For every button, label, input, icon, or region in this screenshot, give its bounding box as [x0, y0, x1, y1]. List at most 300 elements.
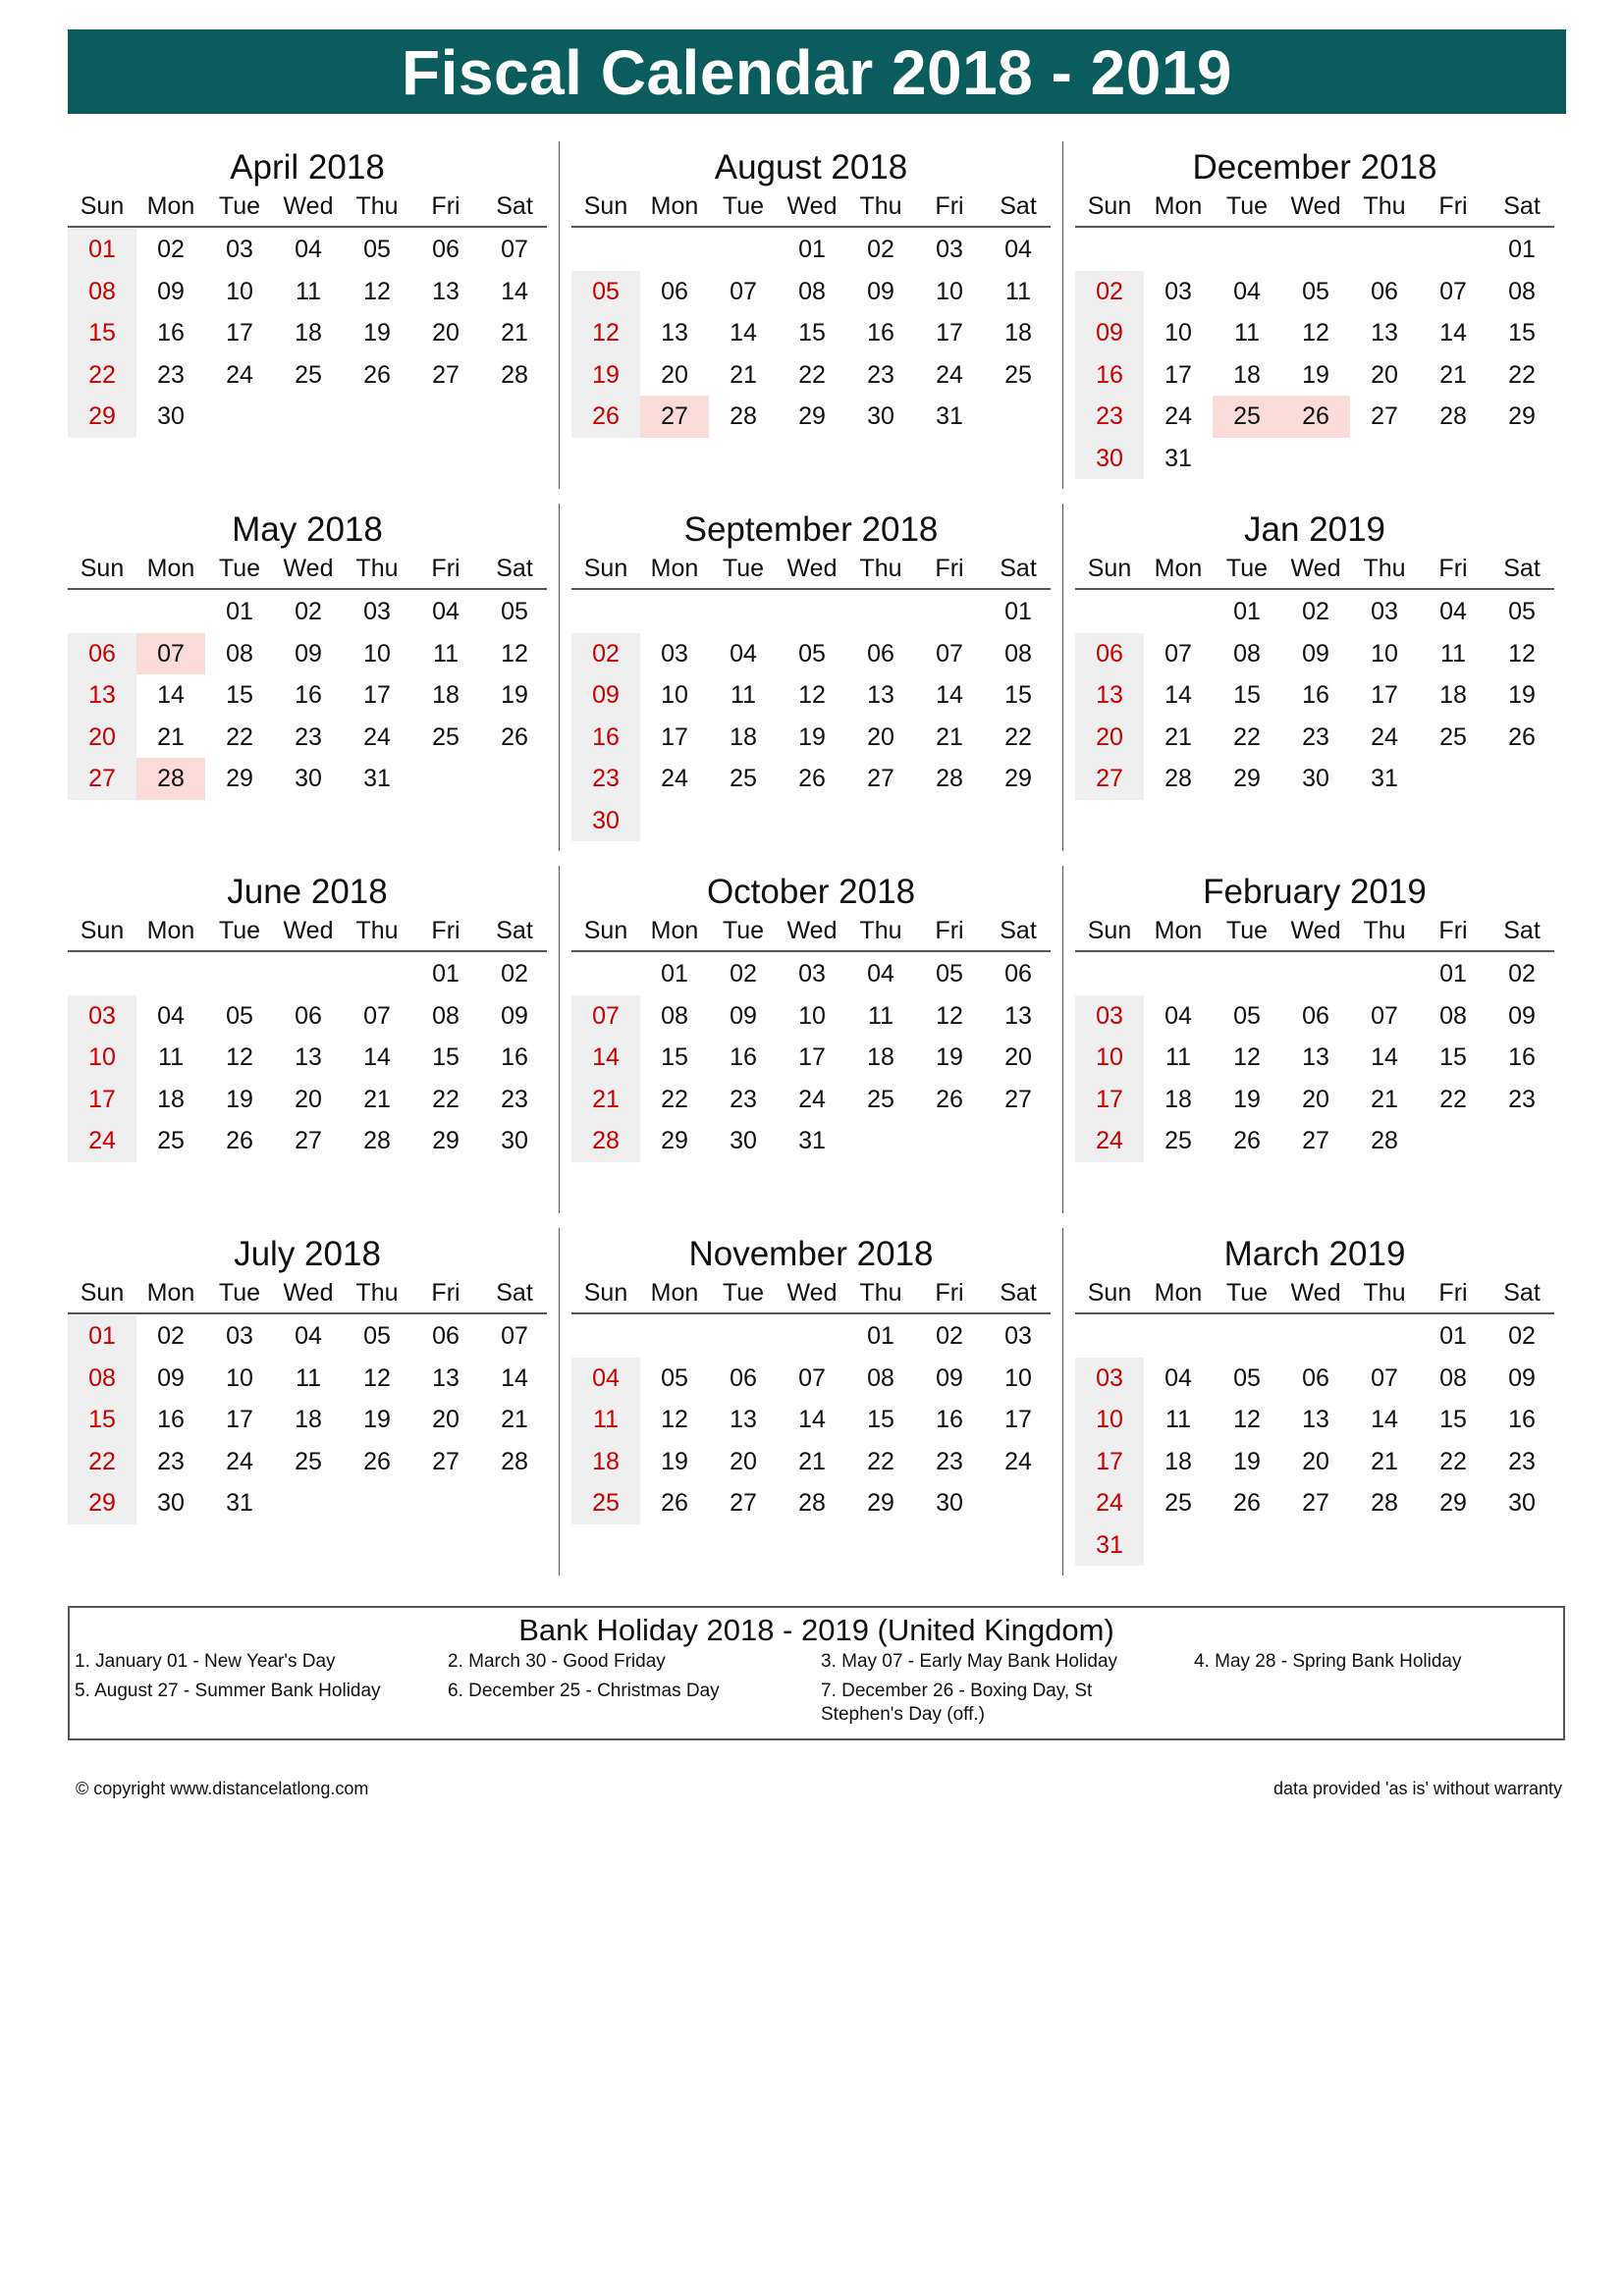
day-cell: 06 — [661, 277, 688, 305]
day-cell: 07 — [136, 633, 205, 675]
day-cell: 25 — [1004, 360, 1032, 389]
day-cell: 29 — [1439, 1489, 1467, 1517]
week-row — [571, 1315, 1051, 1358]
day-cell: 04 — [157, 1001, 185, 1030]
week-row — [571, 953, 1051, 995]
month-title: August 2018 — [714, 148, 908, 187]
day-cell: 09 — [157, 1363, 185, 1392]
weekday-label: Wed — [1290, 1279, 1341, 1307]
day-cell: 02 — [730, 960, 757, 988]
day-cell: 15 — [661, 1043, 688, 1071]
day-cell: 21 — [936, 722, 963, 751]
empty-day-cell — [915, 800, 984, 842]
day-cell: 20 — [68, 717, 136, 759]
weekday-label: Sat — [496, 917, 533, 944]
day-cell: 02 — [1508, 960, 1536, 988]
weekday-label: Wed — [786, 555, 838, 582]
weekday-label: Fri — [935, 192, 964, 220]
empty-day-cell — [1213, 438, 1281, 480]
empty-day-cell — [1488, 1524, 1556, 1567]
calendar-row — [68, 860, 1556, 1222]
week-row — [68, 354, 547, 397]
empty-day-cell — [1419, 758, 1488, 800]
empty-day-cell — [1488, 438, 1556, 480]
day-cell: 14 — [157, 681, 185, 709]
week-row — [1075, 1399, 1554, 1441]
day-cell: 04 — [867, 960, 894, 988]
weekday-header — [571, 1273, 1051, 1314]
week-row — [68, 1079, 547, 1121]
day-cell: 28 — [936, 765, 963, 792]
day-cell: 26 — [661, 1489, 688, 1517]
week-row — [571, 396, 1051, 438]
holiday-item: 5. August 27 - Summer Bank Holiday — [75, 1681, 381, 1701]
day-cell: 10 — [226, 1363, 253, 1392]
day-cell: 06 — [1371, 277, 1398, 305]
day-cell: 14 — [1164, 681, 1192, 709]
week-row — [1075, 438, 1554, 480]
day-cell: 15 — [1439, 1043, 1467, 1071]
weekday-label: Tue — [1225, 192, 1269, 220]
day-cell: 21 — [363, 1085, 391, 1113]
weekday-label: Thu — [355, 192, 399, 220]
empty-day-cell — [1350, 953, 1419, 995]
empty-day-cell — [68, 591, 136, 633]
day-cell: 17 — [363, 681, 391, 709]
day-cell: 08 — [226, 639, 253, 667]
weekday-label: Wed — [283, 917, 334, 944]
month-title: October 2018 — [706, 873, 916, 911]
day-cell: 28 — [1371, 1489, 1398, 1517]
day-cell: 07 — [1164, 639, 1192, 667]
day-cell: 30 — [157, 402, 185, 430]
week-row — [571, 800, 1051, 842]
day-cell: 11 — [1005, 277, 1031, 305]
day-cell: 27 — [867, 765, 894, 792]
day-cell: 13 — [68, 674, 136, 717]
day-cell: 05 — [501, 598, 528, 625]
empty-day-cell — [1488, 758, 1556, 800]
day-cell: 02 — [501, 960, 528, 988]
empty-day-cell — [1144, 1524, 1213, 1567]
day-cell: 31 — [1371, 765, 1398, 792]
weekday-label: Fri — [1438, 555, 1468, 582]
day-cell: 17 — [226, 319, 253, 347]
week-row — [571, 1120, 1051, 1162]
day-cell: 29 — [226, 765, 253, 792]
day-cell: 08 — [1233, 639, 1261, 667]
day-cell: 17 — [936, 319, 963, 347]
day-cell: 01 — [68, 229, 136, 271]
weekday-label: Mon — [1154, 192, 1203, 220]
day-cell: 19 — [798, 722, 826, 751]
day-cell: 10 — [1164, 319, 1192, 347]
day-cell: 02 — [571, 633, 640, 675]
weekday-label: Fri — [431, 917, 460, 944]
day-cell: 14 — [363, 1043, 391, 1071]
empty-day-cell — [571, 1315, 640, 1358]
day-cell: 09 — [1508, 1363, 1536, 1392]
weekday-label: Tue — [218, 917, 261, 944]
day-cell: 13 — [1004, 1001, 1032, 1030]
weekday-label: Mon — [146, 192, 195, 220]
month-title: May 2018 — [232, 510, 383, 549]
weekday-label: Sat — [1503, 555, 1541, 582]
day-cell: 20 — [295, 1085, 322, 1113]
day-cell: 27 — [432, 1447, 460, 1475]
day-cell: 14 — [936, 681, 963, 709]
weekday-label: Fri — [935, 555, 964, 582]
empty-day-cell — [571, 229, 640, 271]
day-cell: 27 — [68, 758, 136, 800]
day-cell: 07 — [1371, 1001, 1398, 1030]
weekday-label: Tue — [722, 555, 765, 582]
week-row — [68, 995, 547, 1038]
day-cell: 31 — [936, 402, 963, 430]
empty-day-cell — [1075, 1315, 1144, 1358]
day-cell: 14 — [798, 1406, 826, 1433]
holiday-item: 4. May 28 - Spring Bank Holiday — [1194, 1651, 1462, 1672]
day-cell: 23 — [157, 360, 185, 389]
day-cell: 14 — [571, 1037, 640, 1079]
day-cell: 24 — [68, 1120, 136, 1162]
weekday-label: Sat — [1000, 1279, 1037, 1307]
weekday-header — [68, 1273, 547, 1314]
week-row — [68, 396, 547, 438]
empty-day-cell — [709, 591, 778, 633]
empty-day-cell — [1350, 229, 1419, 271]
day-cell: 17 — [68, 1079, 136, 1121]
day-cell: 11 — [571, 1399, 640, 1441]
empty-day-cell — [274, 396, 343, 438]
day-cell: 26 — [1281, 396, 1350, 438]
day-cell: 28 — [571, 1120, 640, 1162]
day-cell: 23 — [1302, 722, 1329, 751]
month-title: Jan 2019 — [1243, 510, 1386, 549]
day-cell: 22 — [798, 360, 826, 389]
day-cell: 03 — [1371, 598, 1398, 625]
empty-day-cell — [343, 396, 411, 438]
day-cell: 20 — [1302, 1085, 1329, 1113]
weekday-label: Mon — [146, 1279, 195, 1307]
week-row — [1075, 354, 1554, 397]
day-cell: 05 — [1302, 277, 1329, 305]
empty-day-cell — [709, 229, 778, 271]
weekday-label: Mon — [650, 555, 699, 582]
day-cell: 16 — [867, 319, 894, 347]
bank-holiday-title: Bank Holiday 2018 - 2019 (United Kingdom) — [518, 1613, 1114, 1647]
day-cell: 05 — [798, 639, 826, 667]
weekday-label: Mon — [1154, 917, 1203, 944]
month-block — [1075, 866, 1554, 1213]
empty-day-cell — [1075, 229, 1144, 271]
weekday-label: Thu — [859, 192, 902, 220]
day-cell: 18 — [571, 1441, 640, 1483]
empty-day-cell — [480, 1482, 549, 1524]
disclaimer-text: data provided 'as is' without warranty — [1272, 1779, 1562, 1798]
empty-day-cell — [640, 229, 709, 271]
day-cell: 03 — [1075, 995, 1144, 1038]
day-cell: 29 — [1004, 765, 1032, 792]
day-cell: 22 — [1439, 1447, 1467, 1475]
week-row — [571, 1358, 1051, 1400]
column-divider — [1062, 866, 1063, 1213]
day-cell: 19 — [1233, 1447, 1261, 1475]
day-cell: 13 — [432, 1363, 460, 1392]
day-cell: 01 — [432, 960, 460, 988]
day-cell: 03 — [661, 639, 688, 667]
day-cell: 25 — [295, 360, 322, 389]
day-cell: 13 — [730, 1406, 757, 1433]
day-cell: 20 — [432, 319, 460, 347]
empty-day-cell — [343, 953, 411, 995]
day-cell: 18 — [1164, 1085, 1192, 1113]
month-title: September 2018 — [683, 510, 939, 549]
day-cell: 05 — [661, 1363, 688, 1392]
day-cell: 18 — [157, 1085, 185, 1113]
empty-day-cell — [1350, 1315, 1419, 1358]
day-cell: 04 — [1233, 277, 1261, 305]
day-cell: 25 — [157, 1127, 185, 1154]
day-cell: 12 — [661, 1406, 688, 1433]
day-cell: 18 — [295, 1406, 322, 1433]
day-cell: 28 — [730, 402, 757, 430]
day-cell: 10 — [661, 681, 688, 709]
day-cell: 17 — [1164, 360, 1192, 389]
month-block — [1075, 1228, 1554, 1575]
calendar-row — [68, 498, 1556, 860]
day-cell: 20 — [1004, 1043, 1032, 1071]
empty-day-cell — [709, 1315, 778, 1358]
week-row — [68, 1315, 547, 1358]
weekday-label: Fri — [935, 917, 964, 944]
day-cell: 15 — [1508, 319, 1536, 347]
day-cell: 29 — [798, 402, 826, 430]
empty-day-cell — [984, 396, 1053, 438]
day-cell: 10 — [1004, 1363, 1032, 1392]
month-title: November 2018 — [688, 1235, 934, 1273]
weekday-header — [68, 911, 547, 952]
day-cell: 12 — [1233, 1043, 1261, 1071]
day-cell: 12 — [1233, 1406, 1261, 1433]
empty-day-cell — [984, 800, 1053, 842]
day-cell: 26 — [1233, 1489, 1261, 1517]
weekday-label: Sun — [80, 917, 125, 944]
day-cell: 30 — [1302, 765, 1329, 792]
day-cell: 01 — [798, 236, 826, 263]
day-cell: 12 — [1508, 639, 1536, 667]
week-row — [1075, 591, 1554, 633]
weekday-header — [571, 911, 1051, 952]
day-cell: 06 — [1302, 1001, 1329, 1030]
weekday-label: Sun — [80, 555, 125, 582]
day-cell: 22 — [226, 722, 253, 751]
day-cell: 16 — [571, 717, 640, 759]
day-cell: 19 — [363, 1406, 391, 1433]
day-cell: 28 — [501, 1447, 528, 1475]
day-cell: 08 — [68, 1358, 136, 1400]
day-cell: 16 — [1302, 681, 1329, 709]
day-cell: 05 — [226, 1001, 253, 1030]
month-block — [1075, 504, 1554, 851]
day-cell: 29 — [867, 1489, 894, 1517]
empty-day-cell — [1144, 229, 1213, 271]
day-cell: 04 — [571, 1358, 640, 1400]
day-cell: 22 — [1439, 1085, 1467, 1113]
empty-day-cell — [1281, 1315, 1350, 1358]
day-cell: 12 — [501, 639, 528, 667]
day-cell: 15 — [798, 319, 826, 347]
weekday-label: Mon — [1154, 1279, 1203, 1307]
weekday-label: Fri — [935, 1279, 964, 1307]
day-cell: 27 — [1371, 402, 1398, 430]
day-cell: 23 — [295, 722, 322, 751]
day-cell: 30 — [1508, 1489, 1536, 1517]
day-cell: 26 — [1508, 722, 1536, 751]
day-cell: 12 — [936, 1001, 963, 1030]
day-cell: 30 — [1075, 438, 1144, 480]
day-cell: 07 — [363, 1001, 391, 1030]
day-cell: 07 — [936, 639, 963, 667]
weekday-label: Wed — [1290, 555, 1341, 582]
month-block — [68, 866, 547, 1213]
weekday-label: Tue — [1225, 917, 1269, 944]
day-cell: 24 — [1371, 722, 1398, 751]
holiday-item: 6. December 25 - Christmas Day — [448, 1681, 720, 1701]
weekday-label: Sun — [1087, 917, 1132, 944]
day-cell: 27 — [1302, 1127, 1329, 1154]
empty-day-cell — [343, 1482, 411, 1524]
month-title: June 2018 — [227, 873, 388, 911]
day-cell: 11 — [868, 1001, 893, 1030]
column-divider — [559, 504, 560, 851]
day-cell: 09 — [1302, 639, 1329, 667]
weekday-header — [571, 549, 1051, 590]
month-title: December 2018 — [1192, 148, 1437, 187]
day-cell: 28 — [1164, 765, 1192, 792]
day-cell: 30 — [157, 1489, 185, 1517]
column-divider — [559, 1228, 560, 1575]
empty-day-cell — [274, 953, 343, 995]
calendar-row — [68, 1222, 1556, 1584]
day-cell: 25 — [295, 1447, 322, 1475]
day-cell: 25 — [432, 722, 460, 751]
weekday-label: Mon — [146, 555, 195, 582]
week-row — [68, 717, 547, 759]
day-cell: 26 — [1233, 1127, 1261, 1154]
empty-day-cell — [1144, 591, 1213, 633]
day-cell: 17 — [1075, 1079, 1144, 1121]
day-cell: 02 — [295, 598, 322, 625]
empty-day-cell — [1144, 953, 1213, 995]
empty-day-cell — [136, 591, 205, 633]
day-cell: 21 — [571, 1079, 640, 1121]
weekday-label: Wed — [283, 1279, 334, 1307]
week-row — [1075, 1482, 1554, 1524]
weekday-label: Wed — [786, 192, 838, 220]
weekday-label: Fri — [431, 1279, 460, 1307]
day-cell: 25 — [1164, 1127, 1192, 1154]
day-cell: 08 — [68, 271, 136, 313]
day-cell: 09 — [501, 1001, 528, 1030]
day-cell: 13 — [1075, 674, 1144, 717]
day-cell: 25 — [1213, 396, 1281, 438]
day-cell: 22 — [68, 354, 136, 397]
day-cell: 16 — [1508, 1043, 1536, 1071]
day-cell: 10 — [1371, 639, 1398, 667]
day-cell: 16 — [730, 1043, 757, 1071]
month-title: April 2018 — [230, 148, 385, 187]
day-cell: 24 — [226, 360, 253, 389]
day-cell: 12 — [363, 1363, 391, 1392]
day-cell: 30 — [730, 1127, 757, 1154]
empty-day-cell — [1350, 1524, 1419, 1567]
week-row — [1075, 953, 1554, 995]
day-cell: 22 — [867, 1447, 894, 1475]
month-title: July 2018 — [234, 1235, 381, 1273]
day-cell: 12 — [226, 1043, 253, 1071]
week-row — [571, 674, 1051, 717]
day-cell: 21 — [730, 360, 757, 389]
day-cell: 06 — [68, 633, 136, 675]
week-row — [1075, 229, 1554, 271]
empty-day-cell — [411, 758, 480, 800]
weekday-label: Tue — [1225, 555, 1269, 582]
day-cell: 06 — [1004, 960, 1032, 988]
day-cell: 31 — [363, 765, 391, 792]
empty-day-cell — [1488, 1120, 1556, 1162]
weekday-label: Sun — [583, 1279, 628, 1307]
day-cell: 05 — [936, 960, 963, 988]
weekday-header — [1075, 911, 1554, 952]
day-cell: 08 — [432, 1001, 460, 1030]
day-cell: 15 — [1004, 681, 1032, 709]
day-cell: 05 — [363, 1322, 391, 1350]
month-block — [571, 504, 1051, 851]
day-cell: 02 — [867, 236, 894, 263]
day-cell: 17 — [1371, 681, 1398, 709]
weekday-label: Thu — [1363, 917, 1406, 944]
week-row — [68, 1482, 547, 1524]
empty-day-cell — [846, 1120, 915, 1162]
day-cell: 29 — [432, 1127, 460, 1154]
weekday-label: Tue — [722, 1279, 765, 1307]
week-row — [571, 312, 1051, 354]
day-cell: 28 — [136, 758, 205, 800]
day-cell: 23 — [730, 1085, 757, 1113]
day-cell: 25 — [730, 765, 757, 792]
day-cell: 03 — [936, 236, 963, 263]
day-cell: 16 — [157, 319, 185, 347]
day-cell: 27 — [640, 396, 709, 438]
weekday-header — [571, 187, 1051, 228]
weekday-label: Thu — [859, 1279, 902, 1307]
day-cell: 03 — [363, 598, 391, 625]
empty-day-cell — [1213, 229, 1281, 271]
day-cell: 16 — [501, 1043, 528, 1071]
month-title: February 2019 — [1203, 873, 1427, 911]
week-row — [571, 1079, 1051, 1121]
week-row — [68, 271, 547, 313]
empty-day-cell — [1281, 229, 1350, 271]
weekday-label: Wed — [786, 917, 838, 944]
day-cell: 19 — [936, 1043, 963, 1071]
weekday-label: Sat — [1503, 917, 1541, 944]
day-cell: 08 — [1004, 639, 1032, 667]
weekday-label: Fri — [1438, 1279, 1468, 1307]
empty-day-cell — [1075, 591, 1144, 633]
day-cell: 17 — [798, 1043, 826, 1071]
